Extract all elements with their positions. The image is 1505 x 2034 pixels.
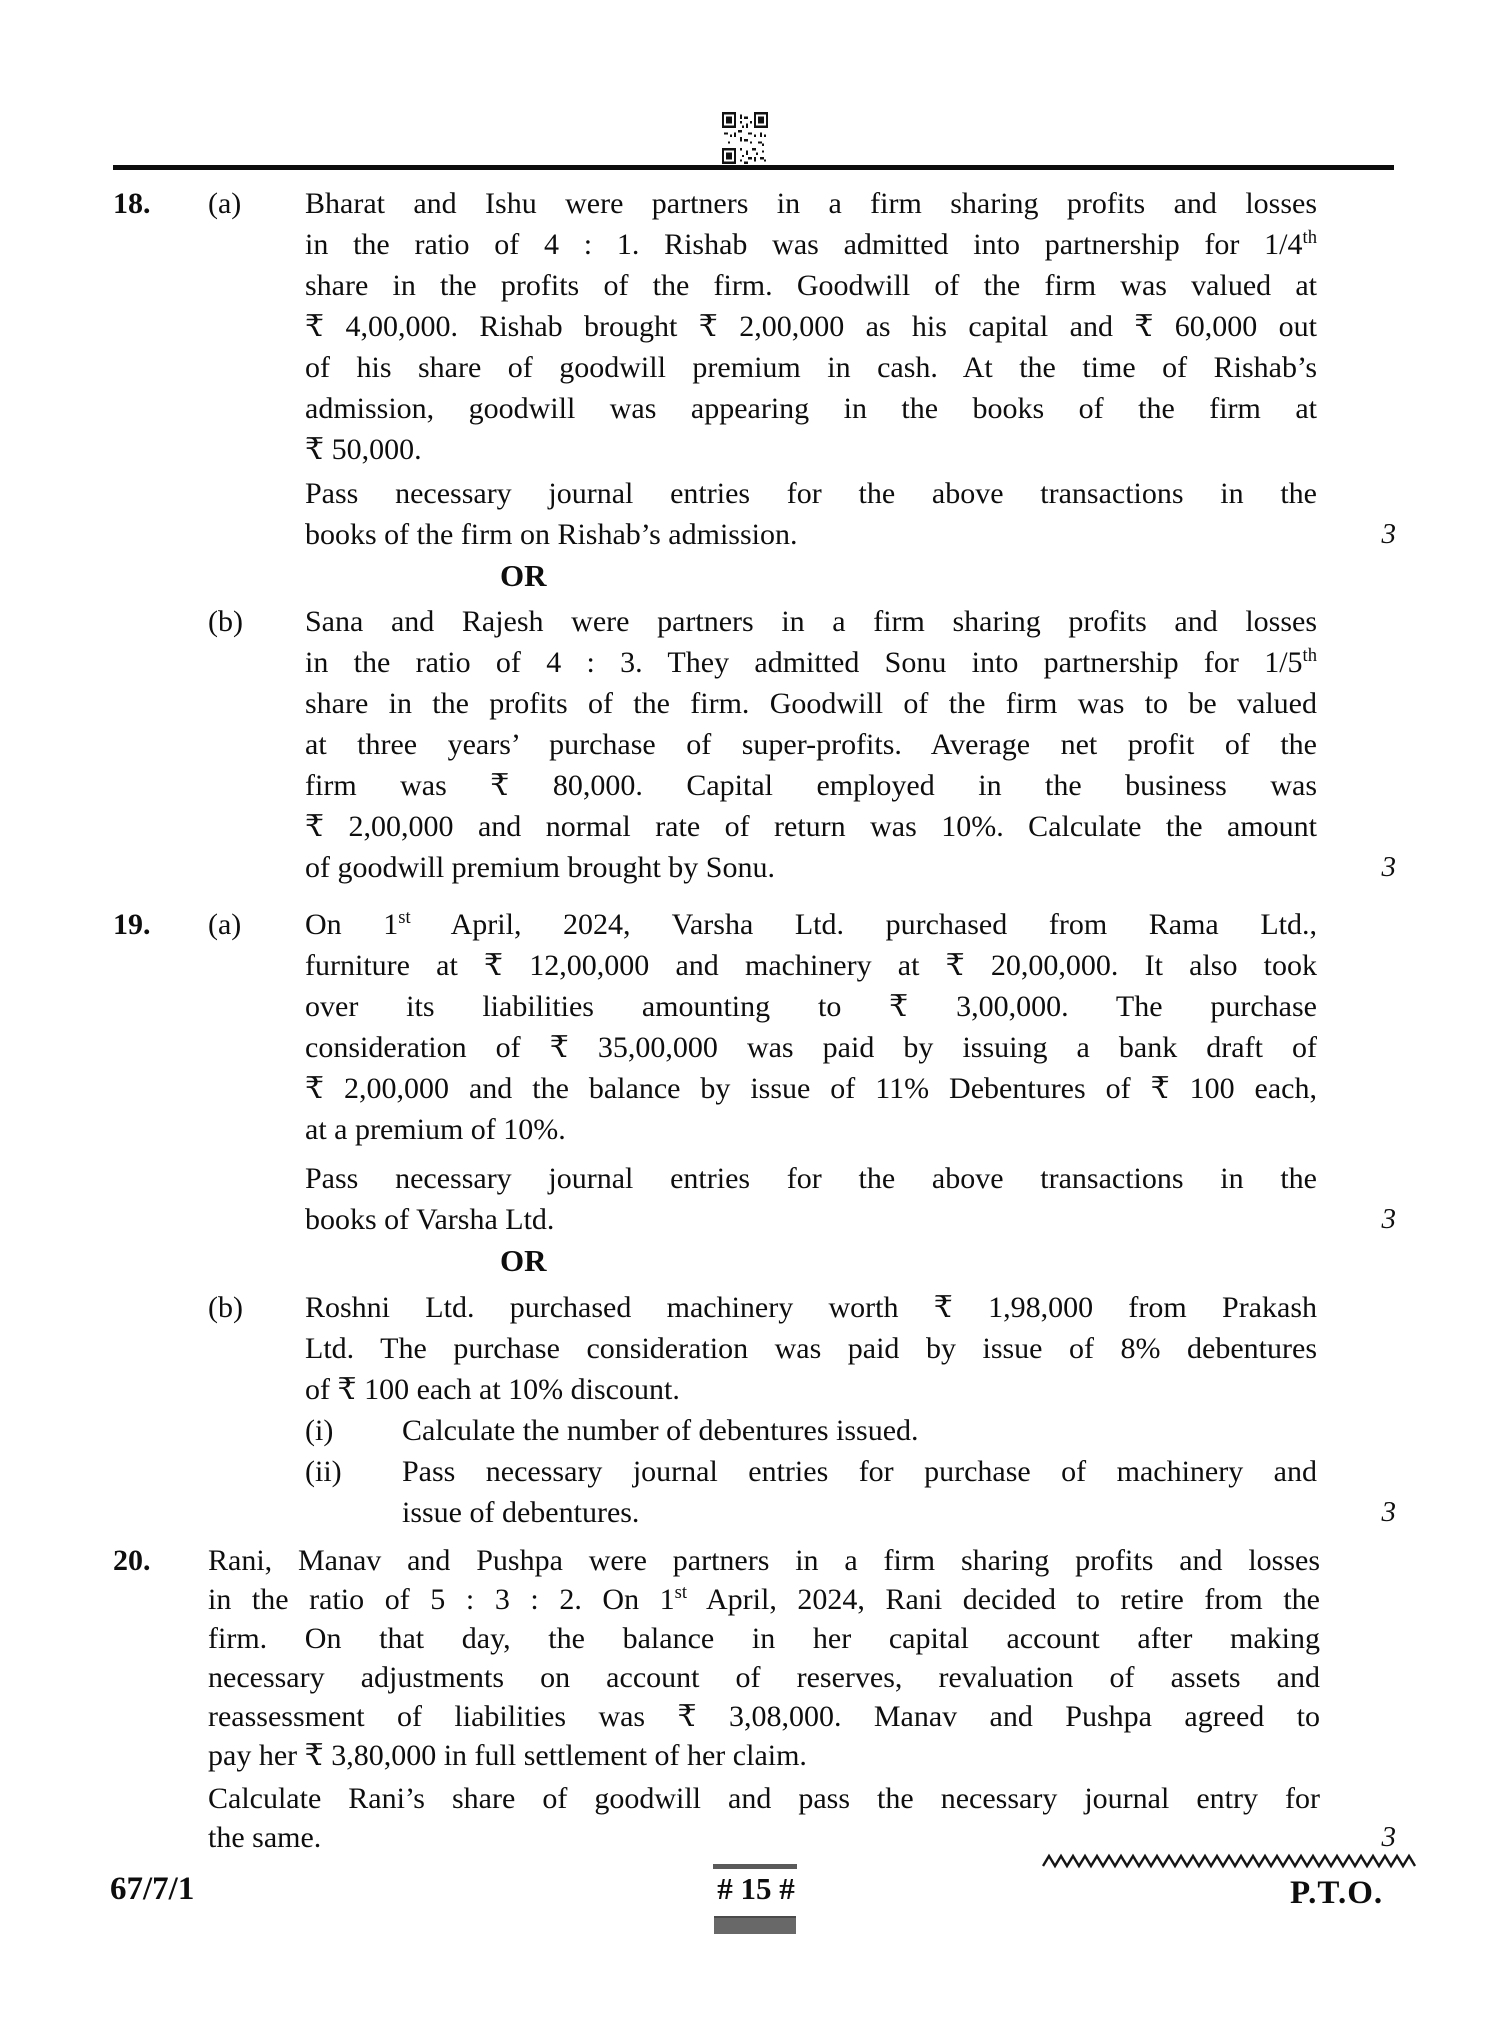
text-line: Pass necessary journal entries for the above transactions in the bbox=[305, 477, 1317, 510]
text-line: ₹ 4,00,000. Rishab brought ₹ 2,00,000 as his capital and ₹ 60,000 out bbox=[305, 310, 1317, 343]
question-19a-body bbox=[113, 904, 1420, 1150]
text-line: the same. bbox=[208, 1821, 322, 1854]
item-label: (ii) bbox=[305, 1455, 342, 1488]
question-20-body bbox=[113, 1541, 1420, 1775]
marks-value: 3 bbox=[1381, 851, 1396, 883]
or-separator-row bbox=[113, 555, 1420, 596]
header-rule bbox=[113, 165, 1394, 170]
questions-area bbox=[113, 183, 1420, 1857]
text-line: ₹ 2,00,000 and the balance by issue of 11% Debentures of ₹ 100 each, bbox=[305, 1072, 1317, 1105]
text-line: necessary adjustments on account of reserves, revaluation of assets and bbox=[208, 1661, 1320, 1694]
question-text bbox=[305, 183, 1317, 470]
marks-value: 3 bbox=[1381, 518, 1396, 550]
text-line: Calculate the number of debentures issued. bbox=[402, 1414, 919, 1447]
text-line bbox=[305, 224, 1317, 265]
question-18a-instruction bbox=[113, 473, 1420, 555]
question-text bbox=[305, 1158, 1317, 1240]
part-label: (a) bbox=[208, 187, 242, 220]
question-text bbox=[305, 601, 1317, 888]
question-20-instruction bbox=[113, 1779, 1420, 1857]
text-line: pay her ₹ 3,80,000 in full settlement of her claim. bbox=[208, 1739, 807, 1772]
question-19b-item-i bbox=[113, 1410, 1420, 1451]
text-line: Sana and Rajesh were partners in a firm sharing profits and losses bbox=[305, 605, 1317, 638]
text-line: Rani, Manav and Pushpa were partners in a firm sharing profits and losses bbox=[208, 1544, 1320, 1577]
text-line: Bharat and Ishu were partners in a firm sharing profits and losses bbox=[305, 187, 1317, 220]
text-segment: April, 2024, Rani decided to retire from the bbox=[687, 1583, 1320, 1616]
part-label: (b) bbox=[208, 1291, 243, 1324]
text-segment: in the ratio of 5 : 3 : 2. On 1 bbox=[208, 1583, 675, 1616]
question-19b-body bbox=[113, 1287, 1420, 1410]
question-text bbox=[208, 1779, 1320, 1857]
question-19a-instruction bbox=[113, 1158, 1420, 1240]
marks-cell bbox=[1317, 183, 1420, 470]
or-separator-row bbox=[113, 1240, 1420, 1281]
or-separator: OR bbox=[500, 1243, 547, 1278]
part-label: (b) bbox=[208, 605, 243, 638]
text-line: ₹ 2,00,000 and normal rate of return was 10%. Calculate the amount bbox=[305, 810, 1317, 843]
text-segment: in the ratio of 4 : 3. They admitted Sonu into partnership for 1/5 bbox=[305, 646, 1303, 679]
question-text bbox=[305, 904, 1317, 1150]
superscript: th bbox=[1302, 227, 1317, 248]
page-number: # 15 # bbox=[717, 1871, 795, 1906]
question-number: 19. bbox=[113, 908, 151, 941]
text-line bbox=[305, 904, 1317, 945]
text-line: of his share of goodwill premium in cash. At the time of Rishab’s bbox=[305, 351, 1317, 384]
text-line: Pass necessary journal entries for the above transactions in the bbox=[305, 1162, 1317, 1195]
text-line: furniture at ₹ 12,00,000 and machinery at ₹ 20,00,000. It also took bbox=[305, 949, 1317, 982]
question-19b-item-ii bbox=[113, 1451, 1420, 1533]
text-line: over its liabilities amounting to ₹ 3,00,000. The purchase bbox=[305, 990, 1317, 1023]
text-line: of ₹ 100 each at 10% discount. bbox=[305, 1373, 680, 1406]
marks-value: 3 bbox=[1381, 1821, 1396, 1853]
text-segment: April, 2024, Varsha Ltd. purchased from Rama Ltd., bbox=[410, 908, 1317, 941]
superscript: st bbox=[398, 907, 411, 928]
text-line: Ltd. The purchase consideration was paid by issue of 8% debentures bbox=[305, 1332, 1317, 1365]
question-text bbox=[305, 1287, 1317, 1410]
text-line: issue of debentures. bbox=[402, 1496, 640, 1529]
text-line: share in the profits of the firm. Goodwill of the firm was to be valued bbox=[305, 687, 1317, 720]
part-label: (a) bbox=[208, 908, 242, 941]
question-number: 20. bbox=[113, 1544, 151, 1577]
text-line: admission, goodwill was appearing in the books of the firm at bbox=[305, 392, 1317, 425]
item-label: (i) bbox=[305, 1414, 334, 1447]
text-line: books of the firm on Rishab’s admission. bbox=[305, 518, 798, 551]
paper-code: 67/7/1 bbox=[110, 1871, 195, 1907]
pto-label: P.T.O. bbox=[1290, 1875, 1384, 1911]
text-line: of goodwill premium brought by Sonu. bbox=[305, 851, 775, 884]
question-text bbox=[305, 473, 1317, 555]
superscript: th bbox=[1302, 645, 1317, 666]
text-line: Calculate Rani’s share of goodwill and pass the necessary journal entry for bbox=[208, 1782, 1320, 1815]
qr-code-icon bbox=[722, 112, 768, 164]
text-line: books of Varsha Ltd. bbox=[305, 1203, 555, 1236]
question-18a-body bbox=[113, 183, 1420, 470]
text-line: ₹ 50,000. bbox=[305, 433, 422, 466]
text-line: share in the profits of the firm. Goodwill of the firm was valued at bbox=[305, 269, 1317, 302]
page-number-top-rule bbox=[713, 1864, 797, 1869]
text-line: Roshni Ltd. purchased machinery worth ₹ 1,98,000 from Prakash bbox=[305, 1291, 1317, 1324]
marks-value: 3 bbox=[1381, 1203, 1396, 1235]
text-line bbox=[208, 1580, 1320, 1619]
superscript: st bbox=[674, 1582, 688, 1603]
text-line: at three years’ purchase of super-profits. Average net profit of the bbox=[305, 728, 1317, 761]
marks-value: 3 bbox=[1381, 1496, 1396, 1528]
text-line: consideration of ₹ 35,00,000 was paid by issuing a bank draft of bbox=[305, 1031, 1317, 1064]
text-line: reassessment of liabilities was ₹ 3,08,000. Manav and Pushpa agreed to bbox=[208, 1700, 1320, 1733]
zigzag-line bbox=[1042, 1852, 1420, 1869]
text-segment: in the ratio of 4 : 1. Rishab was admitted into partnership for 1/4 bbox=[305, 228, 1303, 261]
text-line: Pass necessary journal entries for purchase of machinery and bbox=[402, 1455, 1317, 1488]
page-number-bottom-bar bbox=[714, 1916, 796, 1934]
text-line: firm was ₹ 80,000. Capital employed in the business was bbox=[305, 769, 1317, 802]
or-separator: OR bbox=[500, 558, 547, 593]
question-number: 18. bbox=[113, 187, 151, 220]
text-line: at a premium of 10%. bbox=[305, 1113, 566, 1146]
text-segment: On 1 bbox=[305, 908, 399, 941]
text-line: firm. On that day, the balance in her capital account after making bbox=[208, 1622, 1320, 1655]
text-line bbox=[305, 642, 1317, 683]
question-text bbox=[208, 1541, 1320, 1775]
question-18b-body bbox=[113, 601, 1420, 888]
